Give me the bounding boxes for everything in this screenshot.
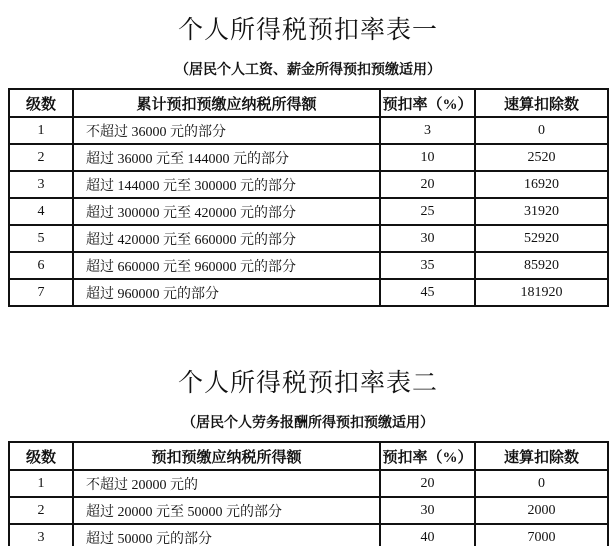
cell-deduction: 52920 [475, 225, 608, 252]
cell-deduction: 181920 [475, 279, 608, 306]
table-row [9, 524, 608, 546]
cell-deduction: 2520 [475, 144, 608, 171]
table-row [9, 497, 608, 524]
header-income: 预扣预缴应纳税所得额 [73, 442, 380, 470]
cell-rate: 20 [380, 470, 475, 497]
header-rate: 预扣率（%） [380, 442, 475, 470]
cell-level: 7 [9, 279, 73, 306]
header-level: 级数 [9, 442, 73, 470]
cell-rate: 25 [380, 198, 475, 225]
cell-deduction: 0 [475, 117, 608, 144]
cell-deduction: 2000 [475, 497, 608, 524]
table-one-subtitle: （居民个人工资、薪金所得预扣预缴适用） [175, 63, 441, 78]
cell-rate: 20 [380, 171, 475, 198]
header-level: 级数 [9, 89, 73, 117]
cell-level: 3 [9, 524, 73, 546]
table-two-subtitle: （居民个人劳务报酬所得预扣预缴适用） [182, 416, 434, 431]
cell-rate: 3 [380, 117, 475, 144]
cell-level: 1 [9, 470, 73, 497]
cell-rate: 45 [380, 279, 475, 306]
cell-level: 3 [9, 171, 73, 198]
cell-rate: 10 [380, 144, 475, 171]
cell-level: 5 [9, 225, 73, 252]
cell-level: 2 [9, 144, 73, 171]
table-row [9, 225, 608, 252]
cell-income: 不超过 20000 元的 [73, 470, 380, 497]
table-two [8, 441, 609, 546]
table-row [9, 198, 608, 225]
header-deduction: 速算扣除数 [475, 442, 608, 470]
cell-deduction: 0 [475, 470, 608, 497]
header-rate: 预扣率（%） [380, 89, 475, 117]
cell-rate: 40 [380, 524, 475, 546]
cell-level: 1 [9, 117, 73, 144]
cell-rate: 30 [380, 225, 475, 252]
table-row [9, 279, 608, 306]
cell-income: 超过 300000 元至 420000 元的部分 [73, 198, 380, 225]
header-deduction: 速算扣除数 [475, 89, 608, 117]
header-income: 累计预扣预缴应纳税所得额 [73, 89, 380, 117]
cell-income: 超过 144000 元至 300000 元的部分 [73, 171, 380, 198]
cell-level: 4 [9, 198, 73, 225]
cell-deduction: 16920 [475, 171, 608, 198]
table-row [9, 144, 608, 171]
cell-income: 超过 420000 元至 660000 元的部分 [73, 225, 380, 252]
table-two-header-row [9, 442, 608, 470]
table-one [8, 88, 609, 307]
cell-income: 超过 660000 元至 960000 元的部分 [73, 252, 380, 279]
table-row [9, 171, 608, 198]
table-row [9, 252, 608, 279]
cell-rate: 35 [380, 252, 475, 279]
cell-income: 不超过 36000 元的部分 [73, 117, 380, 144]
cell-deduction: 31920 [475, 198, 608, 225]
table-row [9, 117, 608, 144]
withholding-table-two-section [0, 307, 616, 546]
cell-income: 超过 20000 元至 50000 元的部分 [73, 497, 380, 524]
cell-level: 6 [9, 252, 73, 279]
cell-income: 超过 50000 元的部分 [73, 524, 380, 546]
cell-income: 超过 36000 元至 144000 元的部分 [73, 144, 380, 171]
table-two-title: 个人所得税预扣率表二 [177, 370, 438, 397]
cell-deduction: 7000 [475, 524, 608, 546]
table-one-header-row [9, 89, 608, 117]
cell-income: 超过 960000 元的部分 [73, 279, 380, 306]
table-row [9, 470, 608, 497]
cell-deduction: 85920 [475, 252, 608, 279]
table-one-title: 个人所得税预扣率表一 [177, 17, 438, 44]
cell-rate: 30 [380, 497, 475, 524]
cell-level: 2 [9, 497, 73, 524]
